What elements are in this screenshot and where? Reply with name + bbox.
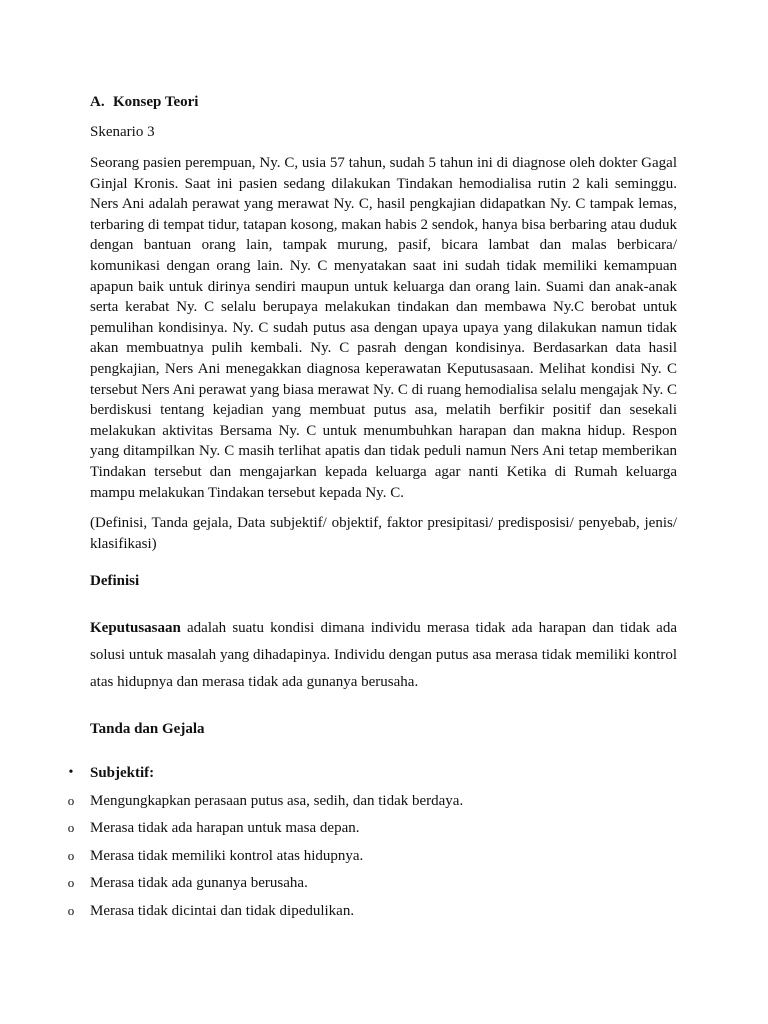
document-page	[67, 92, 677, 928]
definisi-text: adalah suatu kondisi dimana individu merasa tidak ada harapan dan tidak ada solusi untuk masalah yang dihadapinya. Individu dengan putus asa merasa tidak memiliki kontrol atas hidupnya dan merasa tidak ada gunanya berusaha.	[90, 620, 677, 691]
list-item	[68, 763, 677, 783]
section-title: Konsep Teori	[113, 94, 199, 110]
bullet-circle-icon: o	[67, 875, 75, 891]
section-number: A.	[90, 94, 105, 110]
subjektif-item: Merasa tidak ada harapan untuk masa depan.	[90, 820, 360, 837]
bullet-circle-icon: o	[67, 847, 75, 863]
definisi-term: Keputusasaan	[90, 620, 181, 637]
tanda-gejala-heading: Tanda dan Gejala	[90, 721, 205, 738]
list-item	[67, 901, 677, 921]
bullet-circle-icon: o	[67, 902, 75, 918]
subjektif-item: Merasa tidak ada gunanya berusaha.	[90, 875, 308, 892]
definisi-paragraph	[90, 615, 677, 696]
bullet-circle-icon: o	[67, 820, 75, 836]
list-item	[67, 846, 677, 866]
subjektif-item: Merasa tidak dicintai dan tidak dipedulikan.	[90, 902, 355, 919]
section-heading	[90, 92, 677, 112]
definisi-heading: Definisi	[90, 573, 140, 590]
scenario-paragraph: Seorang pasien perempuan, Ny. C, usia 57 tahun, sudah 5 tahun ini di diagnose oleh dokter Gagal Ginjal Kronis. Saat ini pasien sedang dilakukan Tindakan hemodialisa rutin 2 kali seminggu. Ners Ani adalah perawat yang merawat Ny. C, hasil pengkajian didapatkan Ny. C tampak lemas, terbaring di tempat tidur, tatapan kosong, makan habis 2 sendok, hanya bisa berbaring atau duduk dengan bantuan orang lain, tampak murung, pasif, bicara lambat dan malas berbicara/ komunikasi dengan orang lain. Ny. C menyatakan saat ini sudah tidak memiliki kemampuan apapun baik untuk dirinya sendiri maupun untuk keluarga dan orang lain. Suami dan anak-anak serta kerabat Ny. C selalu berupaya melakukan tindakan dan membawa Ny.C berobat untuk pemulihan kondisinya. Ny. C sudah putus asa dengan upaya upaya yang dilakukan namun tidak akan membuatnya pulih kembali. Ny. C pasrah dengan kondisinya. Berdasarkan data hasil pengkajian, Ners Ani menegakkan diagnosa keperawatan Keputusasaan. Melihat kondisi Ny. C tersebut Ners Ani perawat yang biasa merawat Ny. C di ruang hemodialisa selalu mengajak Ny. C berdiskusi tentang kejadian yang membuat putus asa, melatih berfikir positif dan sesekali melakukan aktivitas Bersama Ny. C untuk menumbuhkan harapan dan makna hidup. Respon yang ditampilkan Ny. C masih terlihat apatis dan tidak peduli namun Ners Ani tetap memberikan Tindakan tersebut dan mengajarkan kepada keluarga agar nanti Ketika di Rumah keluarga mampu melakukan Tindakan tersebut kepada Ny. C.	[90, 155, 677, 501]
subjektif-label: Subjektif:	[90, 765, 155, 782]
bullet-circle-icon: o	[67, 792, 75, 808]
list-item	[67, 818, 677, 838]
bullet-disc-icon: •	[68, 765, 74, 781]
tanda-gejala-list	[67, 763, 677, 921]
subjektif-item: Mengungkapkan perasaan putus asa, sedih, dan tidak berdaya.	[90, 792, 464, 809]
list-item	[67, 873, 677, 893]
scenario-note: (Definisi, Tanda gejala, Data subjektif/ objektif, faktor presipitasi/ predisposisi/ penyebab, jenis/ klasifikasi)	[90, 515, 677, 552]
list-item	[67, 791, 677, 811]
scenario-label: Skenario 3	[90, 124, 155, 140]
subjektif-item: Merasa tidak memiliki kontrol atas hidupnya.	[90, 847, 364, 864]
